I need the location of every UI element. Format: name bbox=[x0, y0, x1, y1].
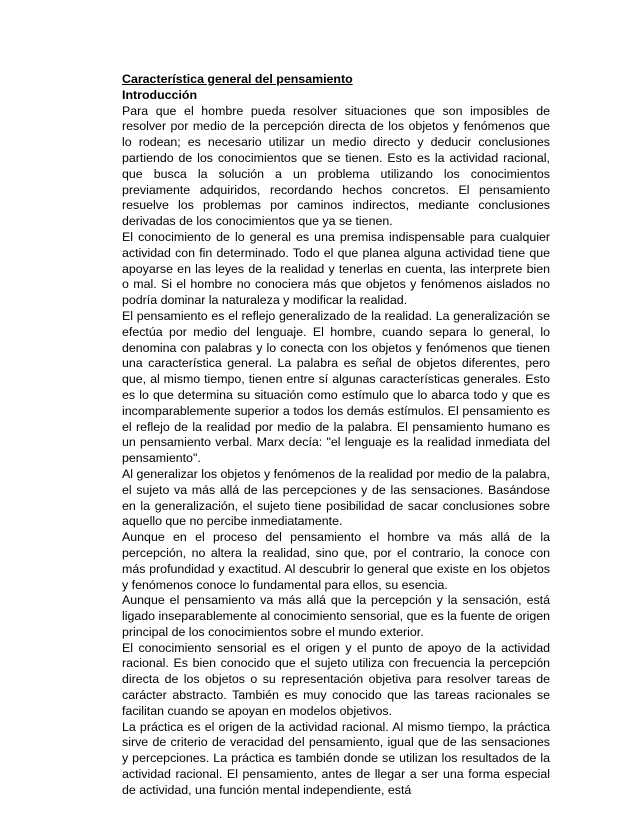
paragraph: La práctica es el origen de la actividad racional. Al mismo tiempo, la práctica sirve de criterio de veracidad del pensamiento, igual que de las sensaciones y percepciones. La práctica es también donde se utilizan los resultados de la actividad racional. El pensamiento, antes de llegar a ser una forma especial de actividad, una función mental independiente, está bbox=[122, 719, 550, 797]
paragraph: El pensamiento es el reflejo generalizado de la realidad. La generalización se efectúa por medio del lenguaje. El hombre, cuando separa lo general, lo denomina con palabras y lo conecta con los objetos y fenómenos que tienen una característica general. La palabra es señal de objetos diferentes, pero que, al mismo tiempo, tienen entre sí algunas características generales. Esto es lo que determina su situación como estímulo que lo abarca todo y que es incomparablemente superior a todos los demás estímulos. El pensamiento es el reflejo de la realidad por medio de la palabra. El pensamiento humano es un pensamiento verbal. Marx decía: "el lenguaje es la realidad inmediata del pensamiento". bbox=[122, 308, 550, 466]
paragraph: Aunque en el proceso del pensamiento el hombre va más allá de la percepción, no altera la realidad, sino que, por el contrario, la conoce con más profundidad y exactitud. Al descubrir lo general que existe en los objetos y fenómenos conoce lo fundamental para ellos, su esencia. bbox=[122, 530, 550, 592]
paragraph: Para que el hombre pueda resolver situaciones que son imposibles de resolver por medio de la percepción directa de los objetos y fenómenos que lo rodean; es necesario utilizar un medio directo y deducir conclusiones partiendo de los conocimientos que se tienen. Esto es la actividad racional, que busca la solución a un problema utilizando los conocimientos previamente adquiridos, recordando hechos concretos. El pensamiento resuelve los problemas por caminos indirectos, mediante conclusiones derivadas de los conocimientos que ya se tienen. bbox=[122, 103, 550, 229]
section-heading: Introducción bbox=[122, 87, 198, 102]
paragraph: El conocimiento de lo general es una premisa indispensable para cualquier actividad con fin determinado. Todo el que planea alguna actividad tiene que apoyarse en las leyes de la realidad y tenerlas en cuenta, las interprete bien o mal. Si el hombre no conociera más que objetos y fenómenos aislados no podría dominar la naturaleza y modificar la realidad. bbox=[122, 229, 550, 308]
paragraph: Aunque el pensamiento va más allá que la percepción y la sensación, está ligado inseparablemente al conocimiento sensorial, que es la fuente de origen principal de los conocimientos sobre el mundo exterior. bbox=[122, 593, 550, 639]
paragraph: Al generalizar los objetos y fenómenos de la realidad por medio de la palabra, el sujeto va más allá de las percepciones y de las sensaciones. Basándose en la generalización, el sujeto tiene posibilidad de sacar conclusiones sobre aquello que no percibe inmediatamente. bbox=[122, 466, 550, 529]
document-title: Característica general del pensamiento bbox=[122, 72, 353, 86]
document-page bbox=[122, 72, 550, 799]
paragraph: El conocimiento sensorial es el origen y el punto de apoyo de la actividad racional. Es bien conocido que el sujeto utiliza con frecuencia la percepción directa de los objetos o su representación objetiva para resolver tareas de carácter abstracto. También es muy conocido que las tareas racionales se facilitan cuando se apoyan en modelos objetivos. bbox=[122, 640, 550, 718]
